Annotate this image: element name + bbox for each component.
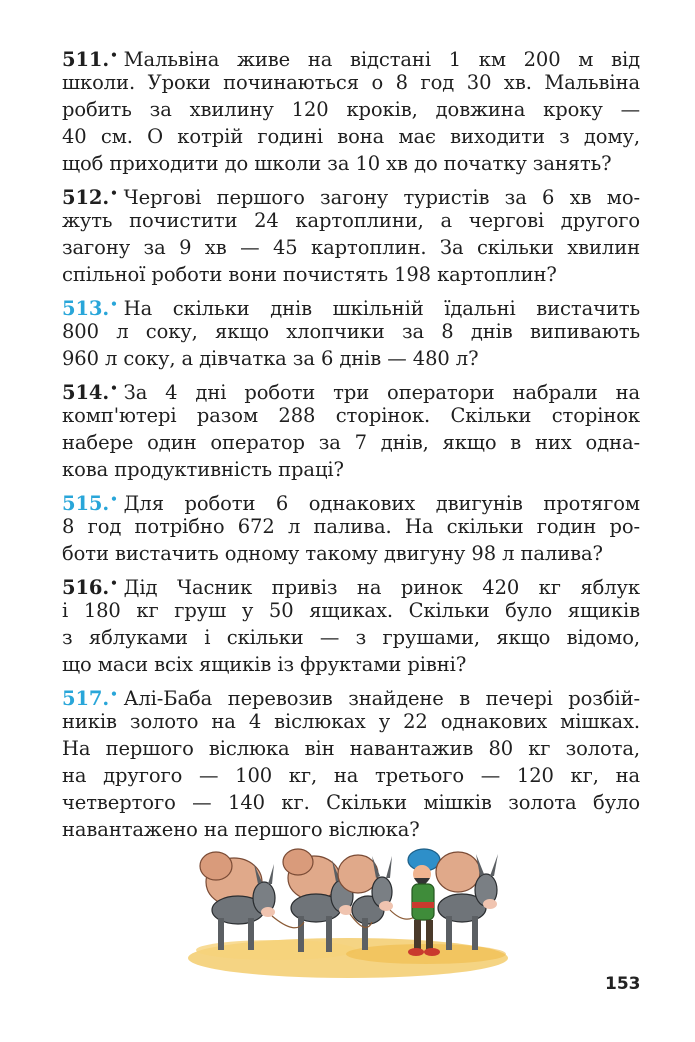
problem-line <box>62 123 640 150</box>
problem-line <box>62 402 640 429</box>
problem-line <box>62 69 640 96</box>
problem-line <box>62 375 640 402</box>
problem-511 <box>62 42 640 177</box>
problem-line <box>62 597 640 624</box>
bullet-marker: • <box>110 297 118 311</box>
problem-text: Дід Часник привіз на ринок 420 кг яблук <box>123 576 640 599</box>
bullet-marker: • <box>110 576 118 590</box>
donkey-icon <box>200 852 275 950</box>
problem-text: 40 см. О котрій годині вона має виходити з дому, <box>62 125 640 148</box>
problem-line <box>62 570 640 597</box>
problem-text: На скільки днів шкільній їдальні вистачить <box>123 297 640 320</box>
problem-text: Для роботи 6 однакових двигунів протягом <box>123 492 640 515</box>
problem-line <box>62 96 640 123</box>
problem-text: робить за хвилину 120 кроків, довжина кроку — <box>62 98 640 121</box>
problem-line <box>62 651 640 678</box>
problem-line <box>62 207 640 234</box>
problem-text: 800 л соку, якщо хлопчики за 8 днів випивають <box>62 320 640 343</box>
bullet-marker: • <box>110 492 118 506</box>
problem-text: Мальвіна живе на відстані 1 км 200 м від <box>123 48 640 71</box>
problem-number: 512.• <box>62 186 118 209</box>
problem-text: щоб приходити до школи за 10 хв до початку занять? <box>62 152 612 175</box>
ali-baba-donkeys-illustration <box>186 826 510 978</box>
problem-line <box>62 234 640 261</box>
problem-text: на другого — 100 кг, на третього — 120 кг, на <box>62 764 640 787</box>
problem-line <box>62 291 640 318</box>
problem-line <box>62 345 640 372</box>
problem-text: боти вистачить одному такому двигуну 98 л палива? <box>62 542 603 565</box>
problem-number: 515.• <box>62 492 118 515</box>
problem-number: 513.• <box>62 297 118 320</box>
problem-516 <box>62 570 640 678</box>
problem-text: набере один оператор за 7 днів, якщо в них одна- <box>62 431 640 454</box>
problem-517 <box>62 681 640 843</box>
problem-text: спільної роботи вони почистять 198 картоплин? <box>62 263 557 286</box>
bullet-marker: • <box>110 381 118 395</box>
problem-text: що маси всіх ящиків із фруктами рівні? <box>62 653 467 676</box>
problem-number: 514.• <box>62 381 118 404</box>
problem-line <box>62 789 640 816</box>
problem-text: жуть почистити 24 картоплини, а чергові другого <box>62 209 640 232</box>
bullet-marker: • <box>110 48 118 62</box>
problem-text: школи. Уроки починаються о 8 год 30 хв. Мальвіна <box>62 71 640 94</box>
problem-text: ників золото на 4 віслюках у 22 однакових мішках. <box>62 710 640 733</box>
problem-line <box>62 735 640 762</box>
donkey-icon <box>436 852 498 950</box>
problem-line <box>62 429 640 456</box>
problem-text: навантажено на першого віслюка? <box>62 818 420 841</box>
problem-line <box>62 540 640 567</box>
problem-line <box>62 42 640 69</box>
page-number: 153 <box>605 974 641 994</box>
problem-515 <box>62 486 640 567</box>
problem-line <box>62 318 640 345</box>
problem-line <box>62 681 640 708</box>
problem-line <box>62 456 640 483</box>
problem-line <box>62 708 640 735</box>
problem-text: 8 год потрібно 672 л палива. На скільки годин ро- <box>62 515 640 538</box>
problem-text: На першого віслюка він навантажив 80 кг золота, <box>62 737 640 760</box>
problem-text: За 4 дні роботи три оператори набрали на <box>123 381 640 404</box>
page-text <box>62 42 640 846</box>
problem-512 <box>62 180 640 288</box>
problem-line <box>62 150 640 177</box>
problem-text: Алі-Баба перевозив знайдене в печері розбій- <box>123 687 640 710</box>
problem-text: четвертого — 140 кг. Скільки мішків золота було <box>62 791 640 814</box>
problem-number: 516.• <box>62 576 118 599</box>
problem-line <box>62 513 640 540</box>
problem-text: 960 л соку, а дівчатка за 6 днів — 480 л? <box>62 347 479 370</box>
problem-line <box>62 180 640 207</box>
problem-number: 511.• <box>62 48 118 71</box>
problem-text: з яблуками і скільки — з грушами, якщо відомо, <box>62 626 640 649</box>
bullet-marker: • <box>110 186 118 200</box>
problem-number: 517.• <box>62 687 118 710</box>
problem-line <box>62 486 640 513</box>
problem-text: Чергові першого загону туристів за 6 хв мо- <box>123 186 640 209</box>
problem-513 <box>62 291 640 372</box>
problem-line <box>62 624 640 651</box>
problem-text: і 180 кг груш у 50 ящиках. Скільки було ящиків <box>62 599 640 622</box>
problem-text: загону за 9 хв — 45 картоплин. За скільки хвилин <box>62 236 640 259</box>
problem-514 <box>62 375 640 483</box>
problem-line <box>62 762 640 789</box>
problem-text: кова продуктивність праці? <box>62 458 344 481</box>
problem-text: комп'ютері разом 288 сторінок. Скільки сторінок <box>62 404 640 427</box>
problem-line <box>62 261 640 288</box>
bullet-marker: • <box>110 687 118 701</box>
